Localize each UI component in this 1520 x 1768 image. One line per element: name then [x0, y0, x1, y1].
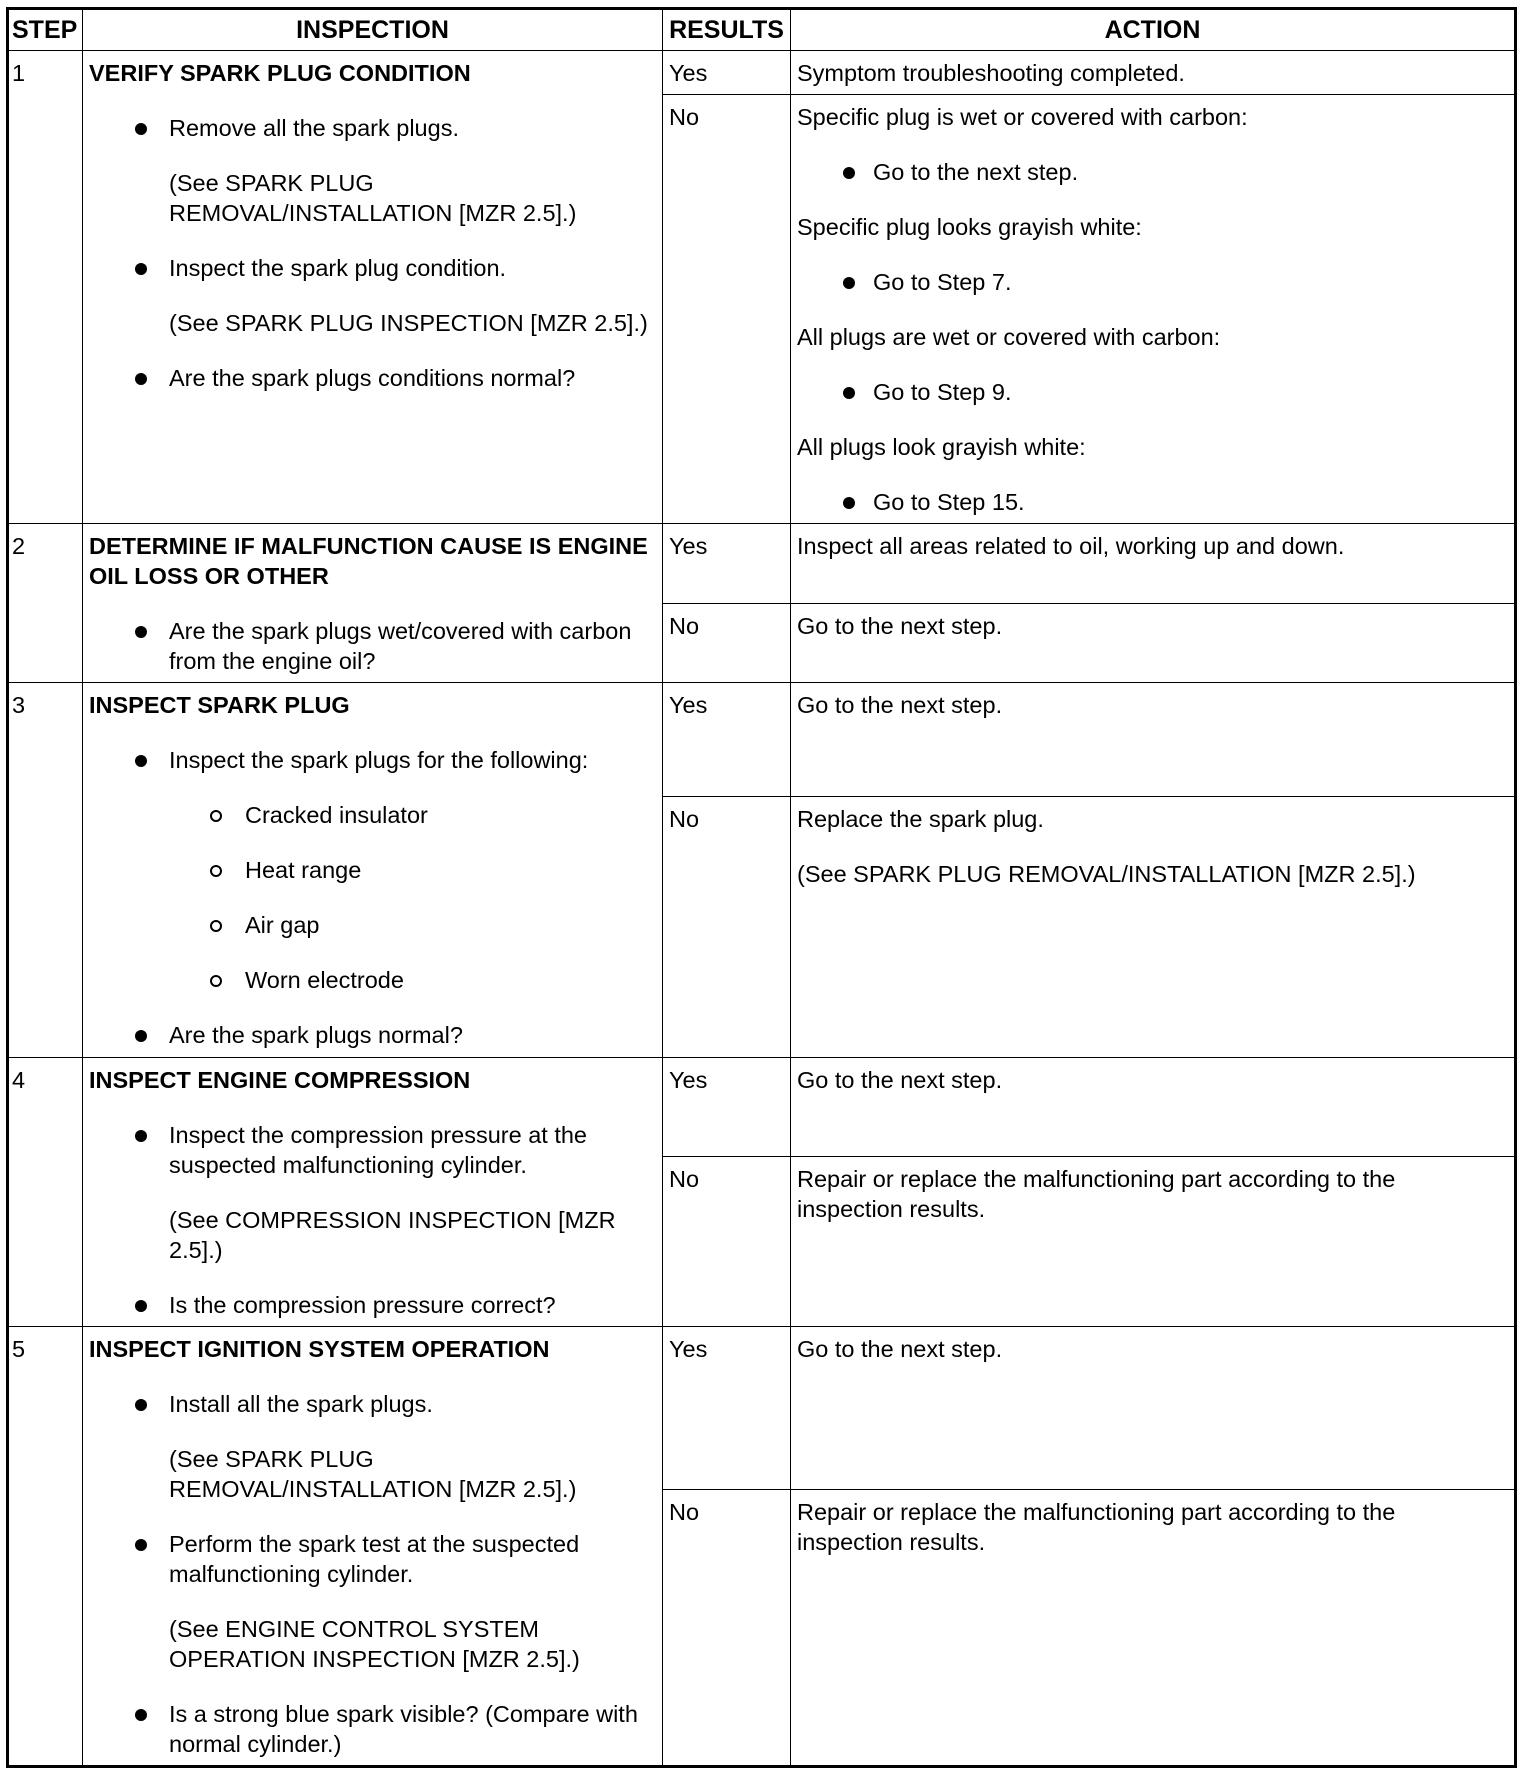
table-row — [8, 683, 1516, 797]
sub-list-item: Heat range — [89, 855, 655, 885]
condition-text: All plugs look grayish white: — [797, 434, 1086, 460]
sub-list — [89, 800, 655, 995]
bullet-list — [89, 745, 655, 775]
bullet-list — [89, 363, 655, 393]
header-step: STEP — [8, 9, 83, 51]
condition-text: All plugs are wet or covered with carbon: — [797, 324, 1221, 350]
result-yes: Yes — [663, 1058, 791, 1157]
list-item: Inspect the compression pressure at the suspected malfunctioning cylinder. — [89, 1120, 655, 1180]
inspection-cell — [83, 524, 663, 683]
troubleshooting-table — [6, 7, 1517, 1768]
action-no — [791, 95, 1516, 524]
bullet-list — [89, 1120, 655, 1180]
reference-note: (See COMPRESSION INSPECTION [MZR 2.5].) — [169, 1207, 616, 1263]
result-yes: Yes — [663, 1327, 791, 1490]
condition-text: Specific plug looks grayish white: — [797, 214, 1142, 240]
step-number: 1 — [8, 51, 83, 524]
action-no: Repair or replace the malfunctioning part according to the inspection results. — [791, 1157, 1516, 1327]
bullet-list — [89, 1290, 655, 1320]
table-row — [8, 1058, 1516, 1157]
step-title: DETERMINE IF MALFUNCTION CAUSE IS ENGINE OIL LOSS OR OTHER — [89, 533, 648, 589]
step-number: 4 — [8, 1058, 83, 1327]
action-yes: Symptom troubleshooting completed. — [791, 51, 1516, 95]
action-bullet: Go to Step 7. — [797, 267, 1507, 297]
result-no: No — [663, 603, 791, 683]
reference-note: (See SPARK PLUG INSPECTION [MZR 2.5].) — [169, 310, 648, 336]
header-action: ACTION — [791, 9, 1516, 51]
result-yes: Yes — [663, 524, 791, 604]
step-number: 2 — [8, 524, 83, 683]
result-yes: Yes — [663, 51, 791, 95]
inspection-cell — [83, 1058, 663, 1327]
list-item: Inspect the spark plug condition. — [89, 253, 655, 283]
table-row — [8, 51, 1516, 95]
bullet-list — [89, 113, 655, 143]
list-item: Is the compression pressure correct? — [89, 1290, 655, 1320]
bullet-list — [89, 253, 655, 283]
result-no: No — [663, 1489, 791, 1766]
condition-text: Specific plug is wet or covered with carbon: — [797, 104, 1248, 130]
reference-note: (See SPARK PLUG REMOVAL/INSTALLATION [MZR 2.5].) — [169, 170, 577, 226]
reference-note: (See SPARK PLUG REMOVAL/INSTALLATION [MZR 2.5].) — [797, 861, 1416, 887]
list-item: Install all the spark plugs. — [89, 1389, 655, 1419]
bullet-list — [89, 1389, 655, 1419]
result-no: No — [663, 797, 791, 1058]
inspection-cell — [83, 1327, 663, 1767]
list-item: Inspect the spark plugs for the following: — [89, 745, 655, 775]
step-title: INSPECT SPARK PLUG — [89, 692, 350, 718]
sub-list-item: Cracked insulator — [89, 800, 655, 830]
inspection-cell — [83, 683, 663, 1058]
step-title: INSPECT IGNITION SYSTEM OPERATION — [89, 1336, 550, 1362]
table-row — [8, 1327, 1516, 1490]
action-yes: Go to the next step. — [791, 683, 1516, 797]
list-item: Perform the spark test at the suspected malfunctioning cylinder. — [89, 1529, 655, 1589]
inspection-cell — [83, 51, 663, 524]
header-row — [8, 9, 1516, 51]
list-item: Is a strong blue spark visible? (Compare with normal cylinder.) — [89, 1699, 655, 1759]
action-yes: Go to the next step. — [791, 1058, 1516, 1157]
result-no: No — [663, 95, 791, 524]
action-bullet: Go to the next step. — [797, 157, 1507, 187]
bullet-list — [89, 1020, 655, 1050]
action-no: Go to the next step. — [791, 603, 1516, 683]
sub-list-item: Air gap — [89, 910, 655, 940]
reference-note: (See ENGINE CONTROL SYSTEM OPERATION INSPECTION [MZR 2.5].) — [169, 1616, 580, 1672]
step-number: 5 — [8, 1327, 83, 1767]
list-item: Are the spark plugs wet/covered with carbon from the engine oil? — [89, 616, 655, 676]
action-bullet: Go to Step 9. — [797, 377, 1507, 407]
action-no — [791, 797, 1516, 1058]
list-item: Are the spark plugs conditions normal? — [89, 363, 655, 393]
header-inspection: INSPECTION — [83, 9, 663, 51]
action-bullet: Go to Step 15. — [797, 487, 1507, 517]
step-number: 3 — [8, 683, 83, 1058]
troubleshooting-document — [6, 7, 1514, 1757]
list-item: Remove all the spark plugs. — [89, 113, 655, 143]
action-yes: Go to the next step. — [791, 1327, 1516, 1490]
action-text: Replace the spark plug. — [797, 806, 1044, 832]
reference-note: (See SPARK PLUG REMOVAL/INSTALLATION [MZR 2.5].) — [169, 1446, 577, 1502]
list-item: Are the spark plugs normal? — [89, 1020, 655, 1050]
table-row — [8, 524, 1516, 604]
header-results: RESULTS — [663, 9, 791, 51]
sub-list-item: Worn electrode — [89, 965, 655, 995]
bullet-list — [89, 616, 655, 676]
step-title: INSPECT ENGINE COMPRESSION — [89, 1067, 471, 1093]
bullet-list — [89, 1529, 655, 1589]
action-no: Repair or replace the malfunctioning part according to the inspection results. — [791, 1489, 1516, 1766]
result-yes: Yes — [663, 683, 791, 797]
action-yes: Inspect all areas related to oil, working up and down. — [791, 524, 1516, 604]
step-title: VERIFY SPARK PLUG CONDITION — [89, 60, 471, 86]
result-no: No — [663, 1157, 791, 1327]
bullet-list — [89, 1699, 655, 1759]
